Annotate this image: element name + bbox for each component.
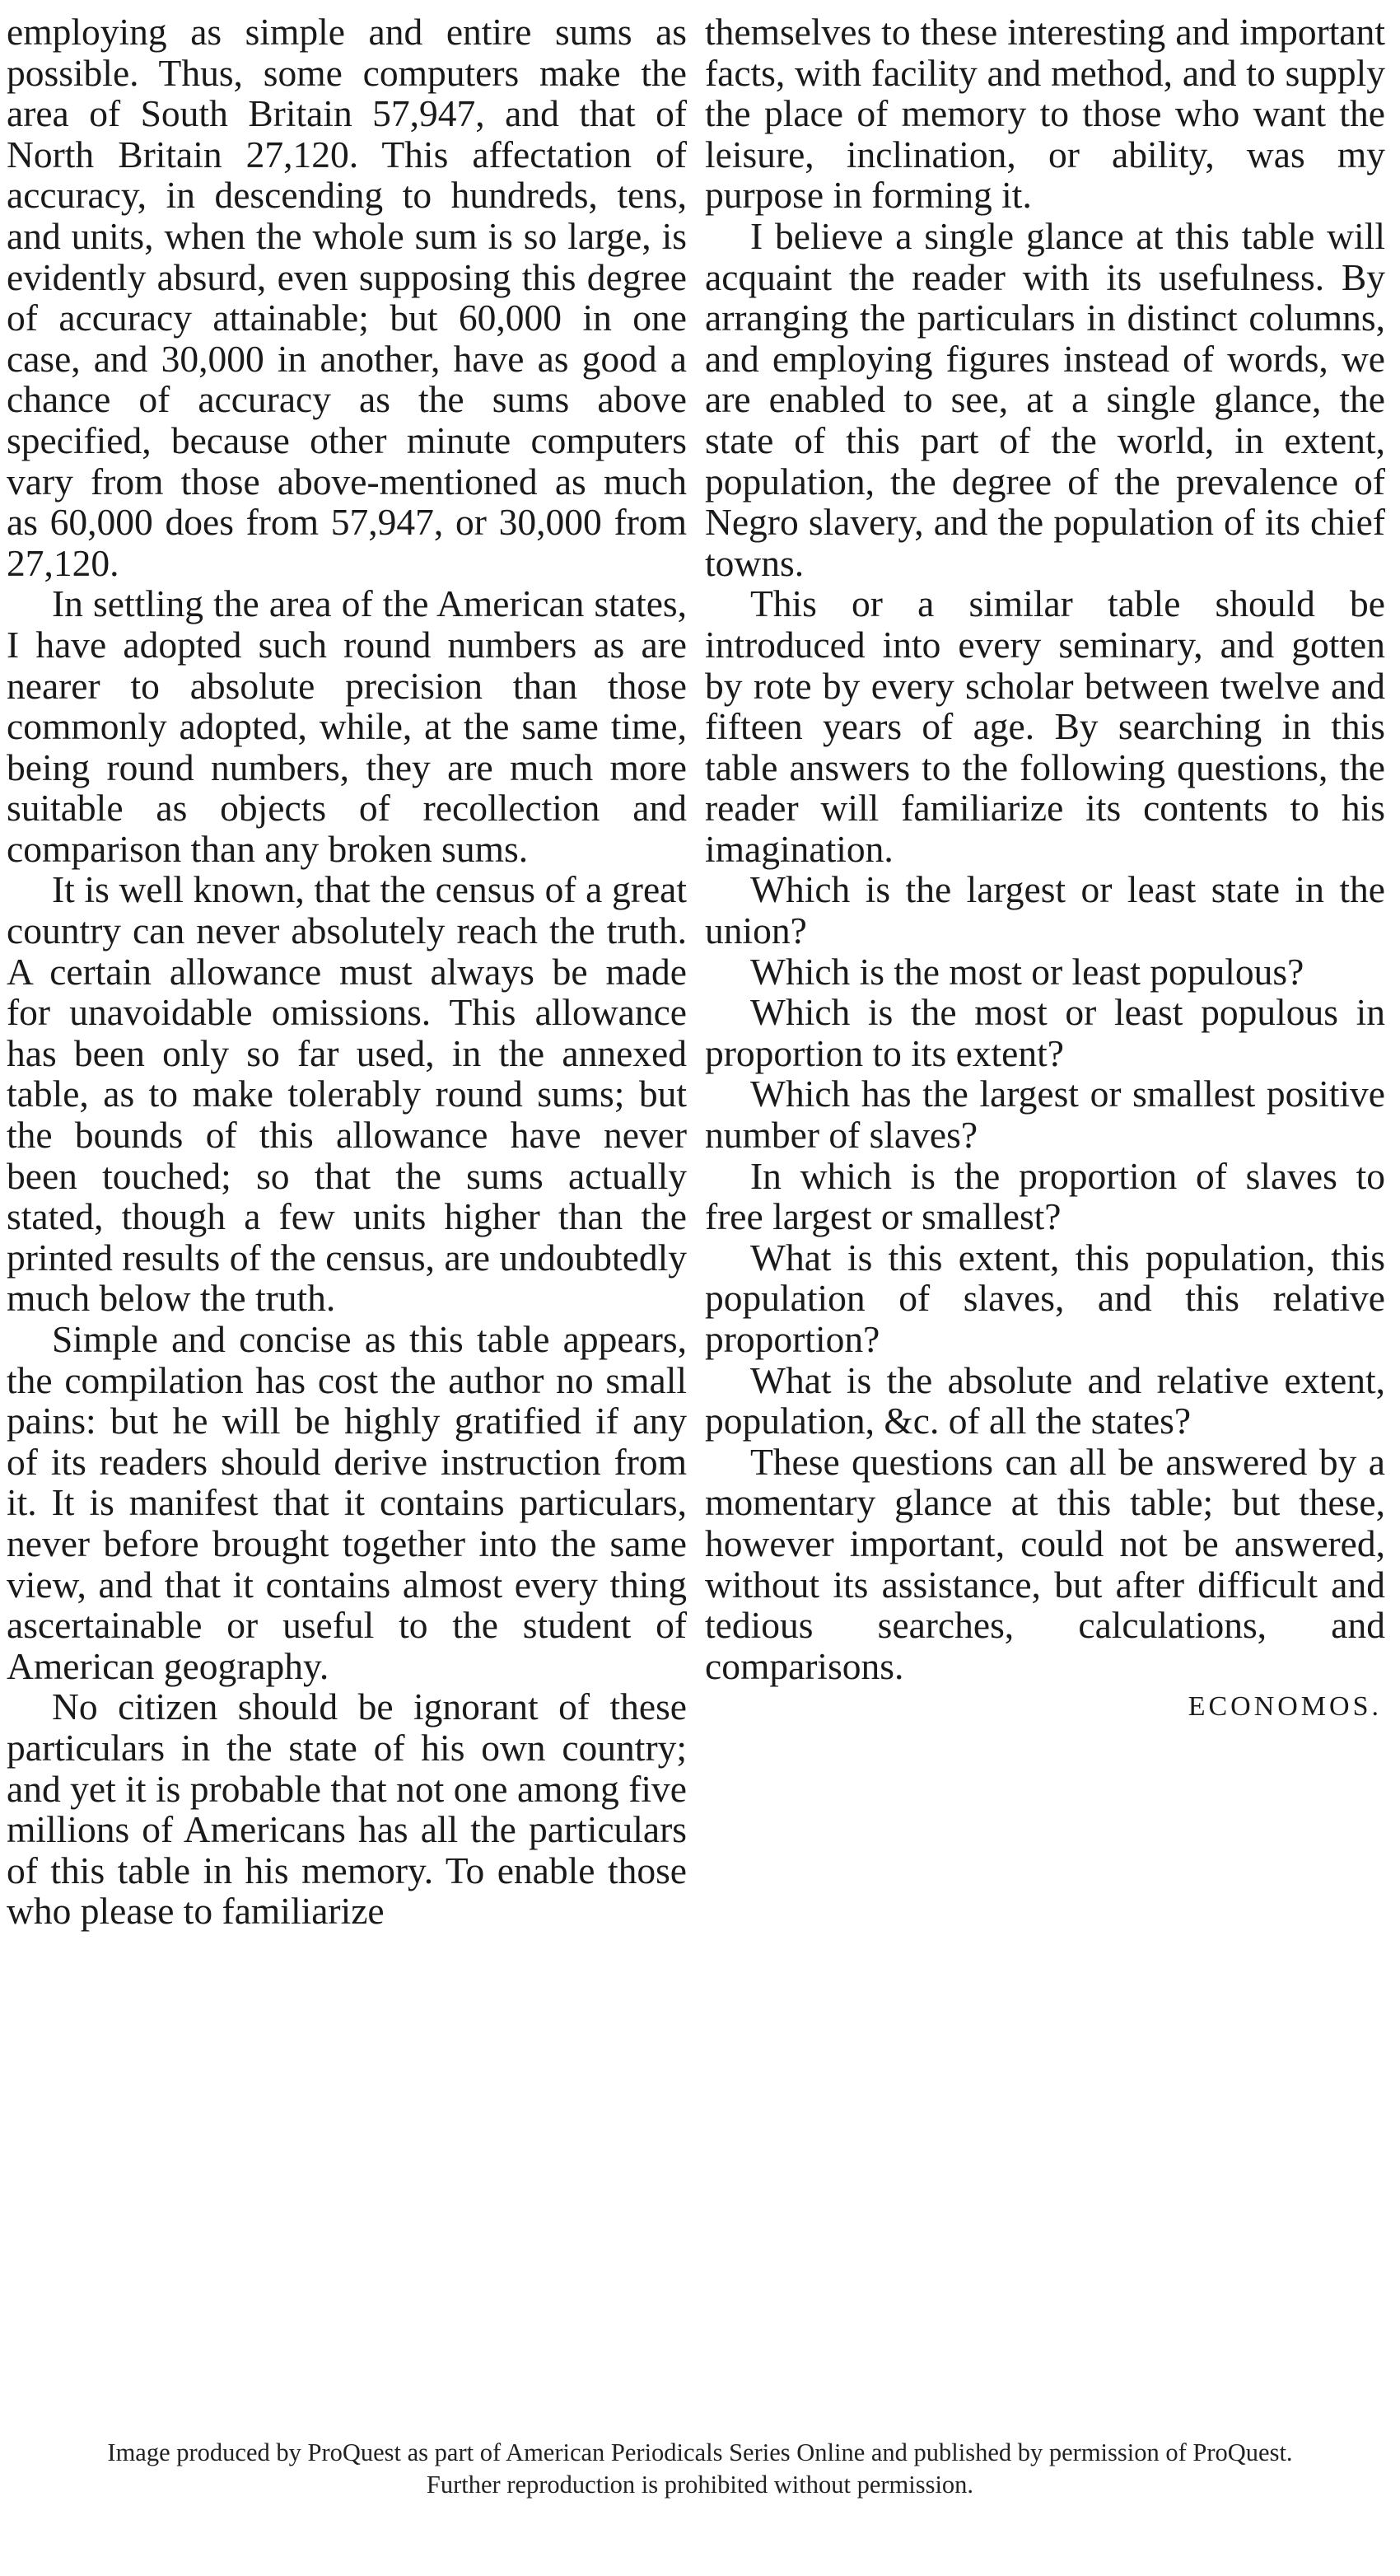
paragraph-area-of-states: In settling the area of the American states, I have adopted such round numbers as are nearer to absolute precision than those commonly adopted, while, at the same time, being round numbers, they are much more suitable as objects of recollection and comparison than any broken sums. xyxy=(7,582,687,870)
question-all-states: What is the absolute and relative extent, population, &c. of all the states? xyxy=(705,1358,1385,1442)
paragraph-closing: These questions can all be answered by a momentary glance at this table; but these, however important, could not be answered, without its assistance, but after difficult and tedious searches, calculations, and comparisons. xyxy=(705,1440,1385,1687)
paragraph-single-glance: I believe a single glance at this table will acquaint the reader with its usefulness. By arranging the particulars in distinct columns, and employing figures instead of words, we are enabled to see, at a single glance, the state of this part of the world, in extent, population, the degree of the prevalence of Negro slavery, and the population of its chief towns. xyxy=(705,214,1385,584)
paragraph-census: It is well known, that the census of a great country can never absolutely reach the truth. A certain allowance must always be made for unavoidable omissions. This allowance has been only so far used, in the annexed table, as to make tolerably round sums; but the bounds of this allowance have never been touched; so that the sums actually stated, though a few units higher than the printed results of the census, are undoubtedly much below the truth. xyxy=(7,868,687,1320)
question-what-extent: What is this extent, this population, this population of slaves, and this relative proportion? xyxy=(705,1236,1385,1360)
paragraph-compilation: Simple and concise as this table appears, the compilation has cost the author no small pains: but he will be highly gratified if any of its readers should derive instruction from it. It is manifest that it contains particulars, never before brought together into the same view, and that it contains almost every thing ascertainable or useful to the student of American geography. xyxy=(7,1318,687,1687)
paragraph-citizens: No citizen should be ignorant of these particulars in the state of his own country; and yet it is probable that not one among five millions of Americans has all the particulars of this table in his memory. To enable those who please to familiarize xyxy=(7,1685,687,1933)
left-column xyxy=(7,12,687,1932)
footer-line-permission: Image produced by ProQuest as part of American Periodicals Series Online and published by permission of ProQuest. xyxy=(107,2438,1293,2466)
footer-line-reproduction: Further reproduction is prohibited without permission. xyxy=(426,2471,974,2499)
question-number-of-slaves: Which has the largest or smallest positive number of slaves? xyxy=(705,1073,1385,1157)
proquest-footer xyxy=(0,2437,1400,2501)
question-slave-proportion: In which is the proportion of slaves to free largest or smallest? xyxy=(705,1154,1385,1238)
paragraph-continued: employing as simple and entire sums as possible. Thus, some computers make the area of South Britain 57,947, and that of North Britain 27,120. This affectation of accuracy, in descending to hundreds, tens, and units, when the whole sum is so large, is evidently absurd, even supposing this degree of accuracy attainable; but 60,000 in one case, and 30,000 in another, have as good a chance of accuracy as the sums above specified, because other minute computers vary from those above-mentioned as much as 60,000 does from 57,947, or 30,000 from 27,120. xyxy=(7,11,687,584)
question-most-populous: Which is the most or least populous? xyxy=(750,950,1304,993)
right-column xyxy=(705,12,1385,1727)
signoff-line xyxy=(705,1686,1385,1727)
paragraph-seminary: This or a similar table should be introduced into every seminary, and gotten by rote by every scholar between twelve and fifteen years of age. By searching in this table answers to the following questions, the reader will familiarize its contents to his imagination. xyxy=(705,582,1385,870)
question-populous-proportion: Which is the most or least populous in proportion to its extent? xyxy=(705,991,1385,1074)
author-signature: ECONOMOS. xyxy=(1188,1691,1382,1723)
paragraph-continued: themselves to these interesting and important facts, with facility and method, and to supply the place of memory to those who want the leisure, inclination, or ability, was my purpose in forming it. xyxy=(705,11,1385,217)
question-largest-state: Which is the largest or least state in the union? xyxy=(705,868,1385,952)
